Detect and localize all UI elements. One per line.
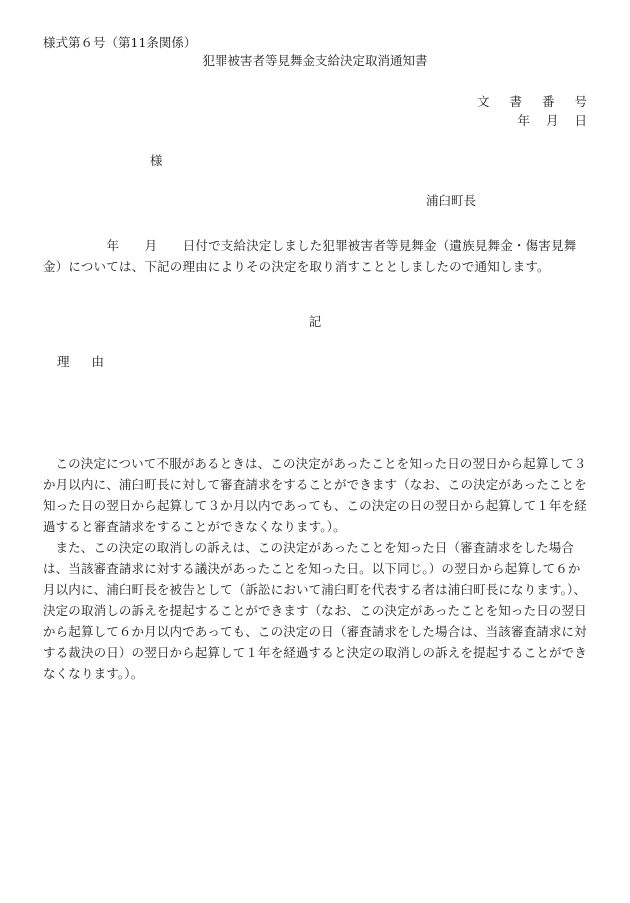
addressee-suffix: 様 — [150, 153, 163, 168]
date-month: 月 — [545, 113, 559, 128]
appeal-notice-paragraph-2: また、この決定の取消しの訴えは、この決定があったことを知った日（審査請求をした場合は、当該審査請求に対する議決があったことを知った日。以下同じ。）の翌日から起算して６か月以内に、浦臼町長を被告として（訴訟において浦臼町を代表する者は浦臼町長になります。）、決定の取消しの訴えを提起することができます（なお、この決定があったことを知った日の翌日から起算して６か月以内であっても、この決定の日（審査請求をした場合は、当該審査請求に対する裁決の日）の翌日から起算して１年を経過すると決定の取消しの訴えを提起することができなくなります。）。 — [43, 540, 587, 681]
form-number: 様式第６号（第11条関係） — [43, 35, 197, 50]
date-day: 日 — [574, 113, 587, 128]
appeal-notice — [43, 453, 589, 684]
date-line — [501, 115, 587, 128]
document-number-label: 文書番号 — [476, 94, 607, 109]
sender-name: 浦臼町長 — [426, 193, 477, 208]
document-title: 犯罪被害者等見舞金支給決定取消通知書 — [202, 53, 428, 68]
appeal-notice-paragraph-1: この決定について不服があるときは、この決定があったことを知った日の翌日から起算して３か月以内に、浦臼町長に対して審査請求をすることができます（なお、この決定があったことを知った日の翌日から起算して３か月以内であっても、この決定の日の翌日から起算して１年を経過すると審査請求をすることができなくなります。）。 — [43, 456, 587, 534]
notification-body: 年 月 日付で支給決定しました犯罪被害者等見舞金（遺族見舞金・傷害見舞金）については、下記の理由によりその決定を取り消すこととしましたので通知します。 — [43, 238, 577, 274]
reason-label: 理由 — [57, 354, 127, 369]
date-year: 年 — [517, 113, 530, 128]
ki-heading: 記 — [308, 314, 322, 329]
